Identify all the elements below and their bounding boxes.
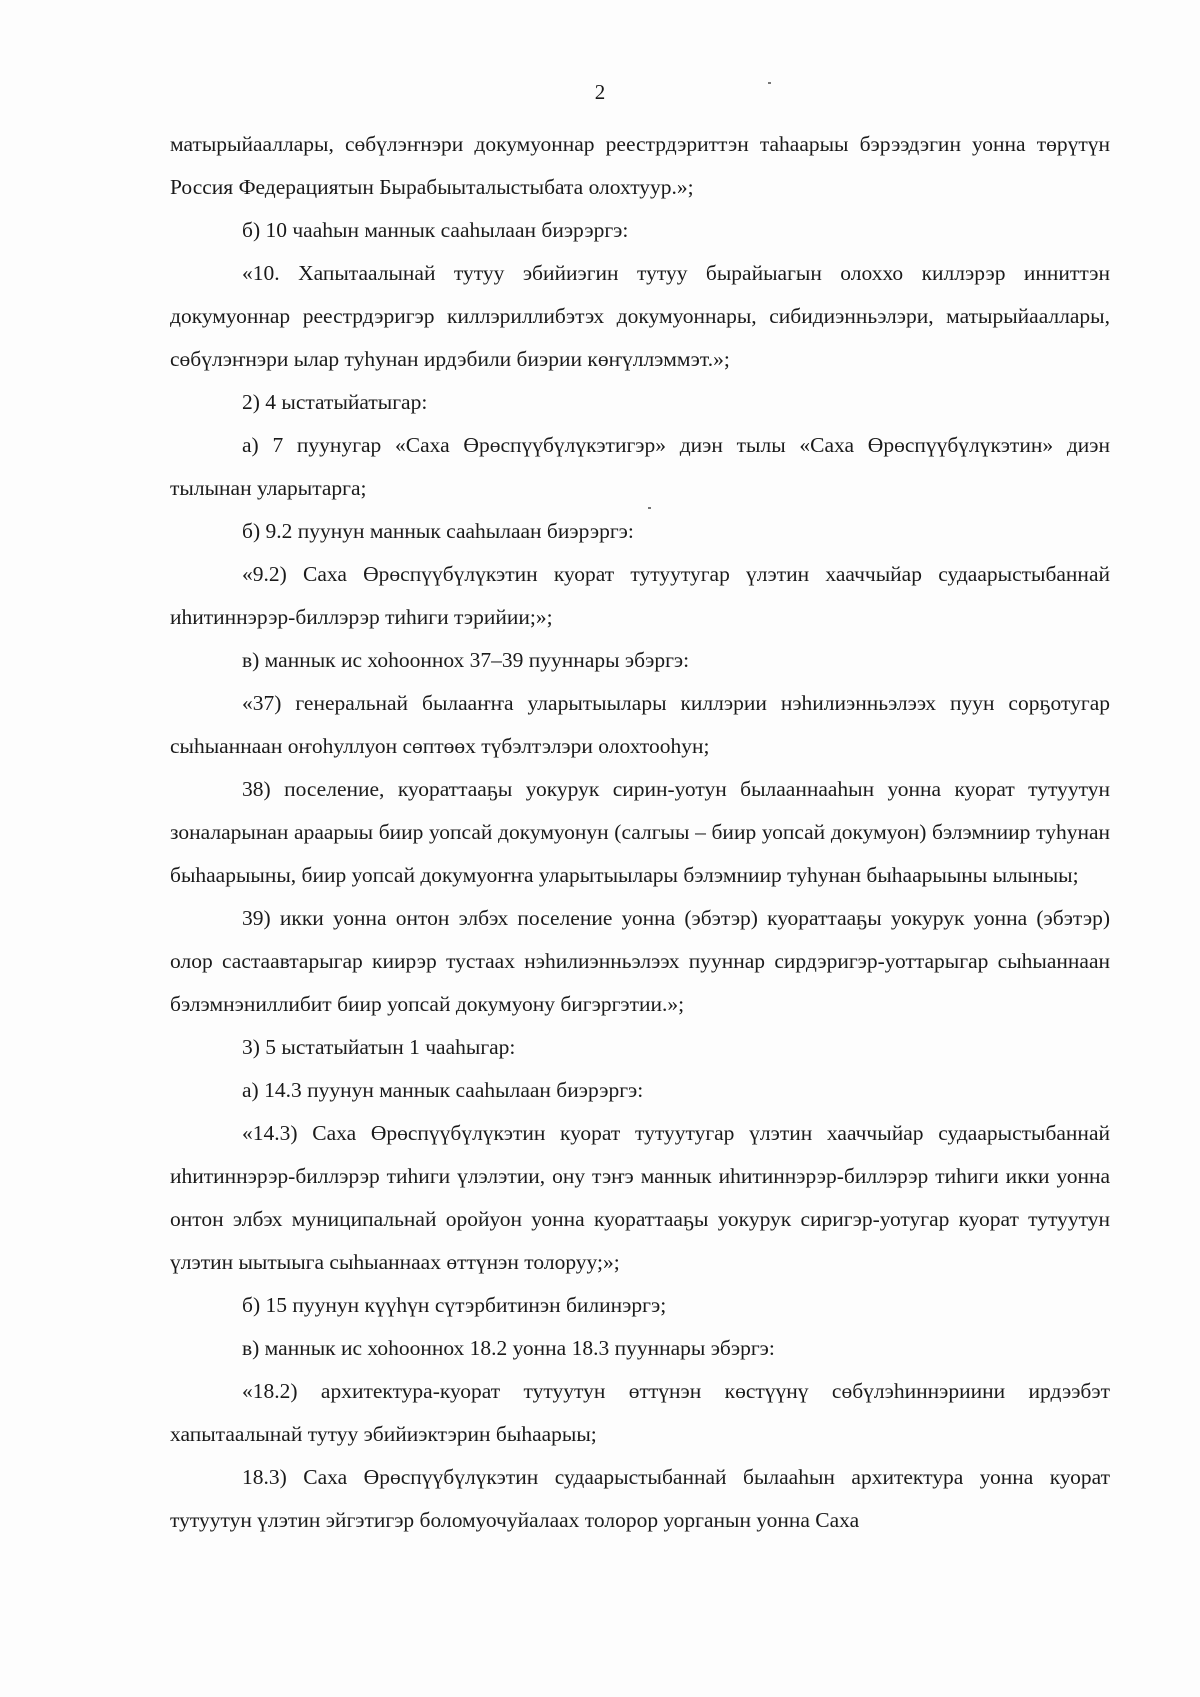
paragraph: «9.2) Саха Өрөспүүбүлүкэтин куорат тутуутугар үлэтин хааччыйар судаарыстыбаннай иһитиннэрэр-биллэрэр тиһиги тэрийии;»;	[170, 562, 1110, 629]
page-number: 2	[594, 80, 606, 104]
paragraph: в) маннык ис хоһооннох 37–39 пууннары эбэргэ:	[242, 648, 690, 672]
paragraph: б) 15 пуунун күүһүн сүтэрбитинэн билинэргэ;	[242, 1293, 667, 1317]
paragraph: «10. Хапытаалынай тутуу эбийиэгин тутуу бырайыагын олоххо киллэрэр инниттэн докумуоннар реестрдэригэр киллэриллибэтэх докумуоннары, сибидиэнньэлэри, матырыйааллары, сөбүлэҥнэри ылар туһунан ирдэбили биэрии көҥүллэммэт.»;	[170, 261, 1110, 371]
document-body	[170, 123, 1110, 1542]
paragraph: 2) 4 ыстатыйатыгар:	[242, 390, 428, 414]
paragraph: «37) генеральнай былааҥҥа уларытыылары киллэрии нэһилиэнньэлээх пуун сорҕотугар сыһыаннаан оҥоһуллуон сөптөөх түбэлтэлэри олохтооһун;	[170, 691, 1110, 758]
paragraph: «14.3) Саха Өрөспүүбүлүкэтин куорат тутуутугар үлэтин хааччыйар судаарыстыбаннай иһитиннэрэр-биллэрэр тиһиги үлэлэтии, ону тэҥэ маннык иһитиннэрэр-биллэрэр тиһиги икки уонна онтон элбэх муниципальнай оройуон уонна куораттааҕы уокурук сиригэр-уотугар куорат тутуутун үлэтин ыытыыга сыһыаннаах өттүнэн толоруу;»;	[170, 1121, 1110, 1274]
paragraph: 3) 5 ыстатыйатын 1 чааһыгар:	[242, 1035, 516, 1059]
paragraph: а) 14.3 пуунун маннык сааһылаан биэрэргэ:	[242, 1078, 644, 1102]
paragraph: матырыйааллары, сөбүлэҥнэри докумуоннар реестрдэриттэн таһаарыы бэрээдэгин уонна төрүтүн Россия Федерациятын Бырабыыталыстыбата олохтуур.»;	[170, 132, 1110, 199]
paragraph: б) 10 чааһын маннык сааһылаан биэрэргэ:	[242, 218, 629, 242]
paragraph: в) маннык ис хоһооннох 18.2 уонна 18.3 пууннары эбэргэ:	[242, 1336, 775, 1360]
paragraph: а) 7 пуунугар «Саха Өрөспүүбүлүкэтигэр» диэн тылы «Саха Өрөспүүбүлүкэтин» диэн тылынан уларытарга;	[170, 433, 1110, 500]
paragraph: б) 9.2 пуунун маннык сааһылаан биэрэргэ:	[242, 519, 634, 543]
scan-artifact	[768, 82, 771, 84]
paragraph: 18.3) Саха Өрөспүүбүлүкэтин судаарыстыбаннай былааһын архитектура уонна куорат тутуутун үлэтин эйгэтигэр боломуочуйалаах толорор уорганын уонна Саха	[170, 1465, 1110, 1532]
paragraph: «18.2) архитектура-куорат тутуутун өттүнэн көстүүнү сөбүлэһиннэриини ирдээбэт хапытаалынай тутуу эбийиэктэрин быһаарыы;	[170, 1379, 1110, 1446]
paragraph: 38) поселение, куораттааҕы уокурук сирин-уотун былааннааһын уонна куорат тутуутун зоналарынан араарыы биир уопсай докумуонун (салгыы – биир уопсай докумуон) бэлэмниир туһунан быһаарыыны, биир уопсай докумуоҥҥа уларытыылары бэлэмниир туһунан быһаарыыны ылыныы;	[170, 777, 1110, 887]
paragraph: 39) икки уонна онтон элбэх поселение уонна (эбэтэр) куораттааҕы уокурук уонна (эбэтэр) олор састаавтарыгар киирэр тустаах нэһилиэнньэлээх пууннар сирдэригэр-уоттарыгар сыһыаннаан бэлэмнэниллибит биир уопсай докумуону бигэргэтии.»;	[170, 906, 1110, 1016]
